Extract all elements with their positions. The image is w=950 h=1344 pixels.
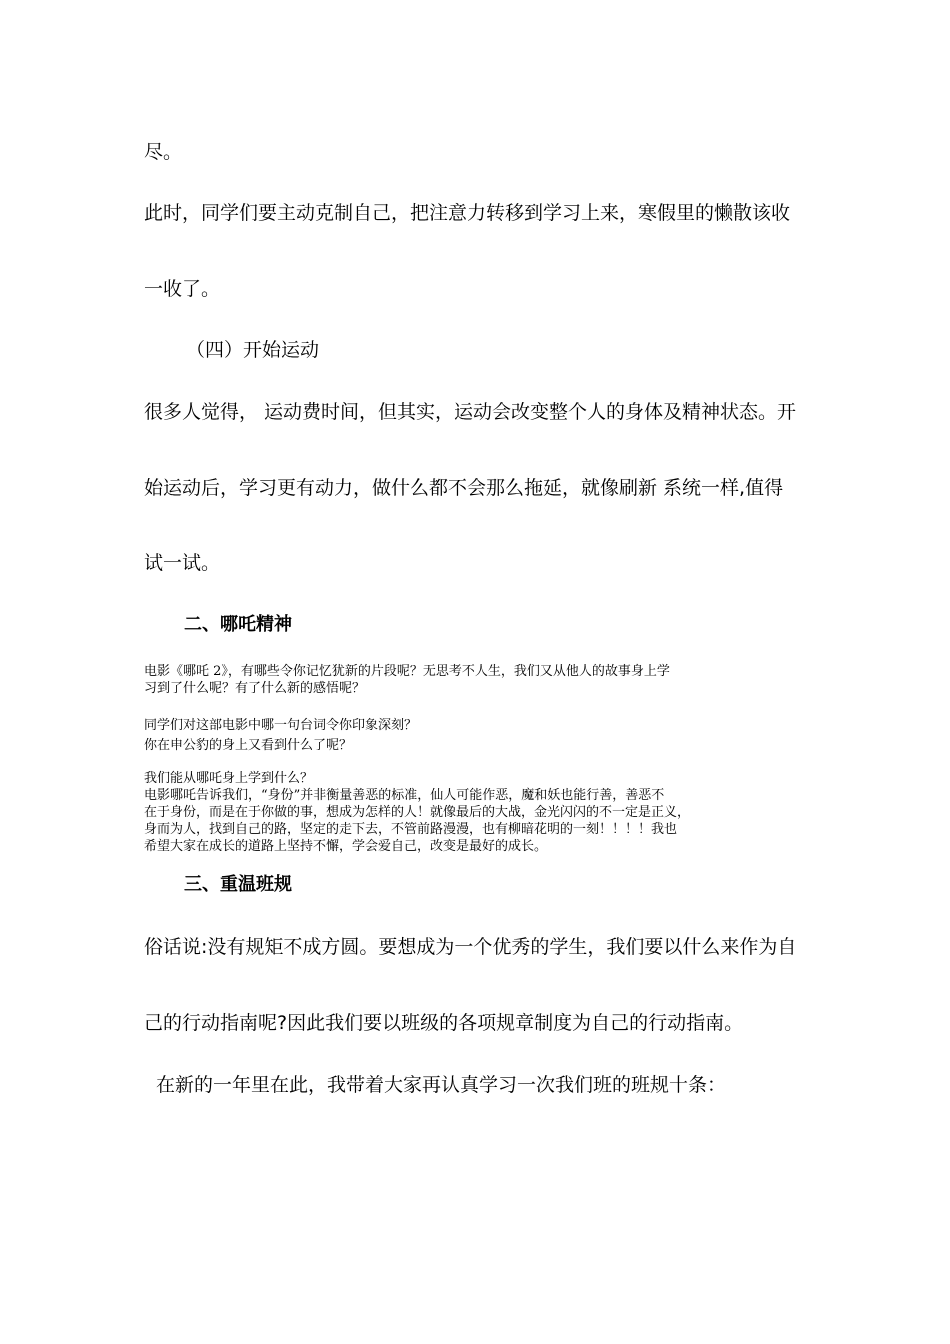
text-line: 己的行动指南呢?因此我们要以班级的各项规章制度为自己的行动指南。 [144, 1012, 744, 1034]
section-heading-3: 三、重温班规 [184, 874, 292, 895]
paragraph-line: 电影《哪吒 2》，有哪些令你记忆犹新的片段呢？无思考不人生，我们又从他人的故事身上学 [144, 664, 670, 679]
text-line: 很多人觉得， 运动费时间，但其实，运动会改变整个人的身体及精神状态。开 [144, 401, 797, 423]
paragraph-line: 同学们对这部电影中哪一句台词令你印象深刻？ [144, 718, 418, 733]
paragraph-line: 你在申公豹的身上又看到什么了呢？ [144, 738, 353, 753]
text-line: 试一试。 [144, 552, 221, 574]
paragraph-line: 身而为人，找到自己的路，坚定的走下去，不管前路漫漫，也有柳暗花明的一刻！！！！我也 [144, 822, 678, 837]
paragraph-line: 在于身份，而是在于你做的事，想成为怎样的人！就像最后的大战，金光闪闪的不一定是正义， [144, 805, 691, 820]
subsection-title: （四）开始运动 [186, 339, 320, 361]
paragraph-line: 习到了什么呢？有了什么新的感悟呢？ [144, 681, 366, 696]
text-line: 俗话说:没有规矩不成方圆。要想成为一个优秀的学生，我们要以什么来作为自 [144, 936, 797, 958]
paragraph-line: 电影哪吒告诉我们，“身份”并非衡量善恶的标准，仙人可能作恶，魔和妖也能行善，善恶不 [144, 788, 665, 803]
text-line: 在新的一年里在此，我带着大家再认真学习一次我们班的班规十条： [156, 1074, 727, 1096]
text-line: 尽。 [144, 141, 183, 163]
paragraph-line: 希望大家在成长的道路上坚持不懈，学会爱自己，改变是最好的成长。 [144, 839, 548, 854]
text-line: 始运动后，学习更有动力，做什么都不会那么拖延，就像刷新 系统一样,值得 [144, 477, 784, 499]
section-heading-2: 二、哪吒精神 [184, 614, 292, 635]
paragraph-line: 我们能从哪吒身上学到什么？ [144, 771, 314, 786]
text-line: 一收了。 [144, 278, 221, 300]
text-line: 此时，同学们要主动克制自己，把注意力转移到学习上来，寒假里的懒散该收 [144, 202, 791, 224]
